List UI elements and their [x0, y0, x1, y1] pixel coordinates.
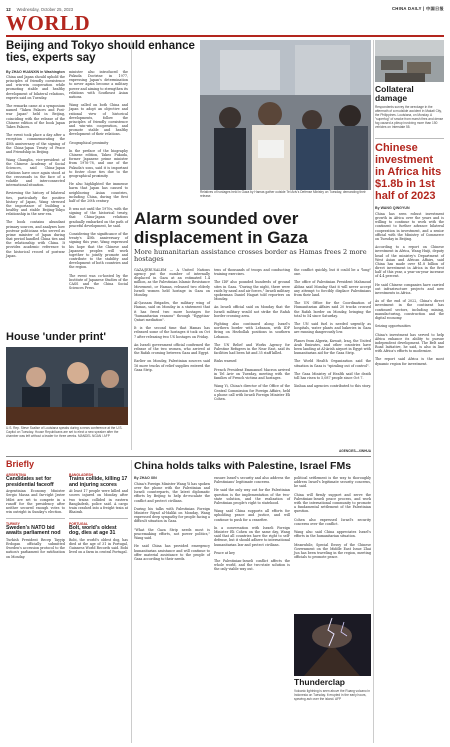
brief-kicker: ARGENTINA	[6, 473, 27, 477]
thunderclap-caption-text: Volcanic lightning is seen above the Ruang volcano in Indonesia on Tuesday. It erupted in the early hours, spewing ash over the island.	[294, 689, 371, 701]
hostage-families-photo	[200, 40, 371, 190]
gaza-credit: AGENCIES—XINHUA	[338, 449, 371, 453]
palestine-byline: By ZHAO XIN	[134, 476, 157, 480]
thunderclap-title: Thunderclap	[294, 677, 346, 687]
collateral-title: Collateral damage	[375, 84, 414, 104]
thunderclap-credit: AFP	[334, 696, 342, 701]
brief-divider	[6, 518, 65, 519]
gaza-body-col3: the conflict quickly, but it could be a "long" one. The office of Palestinian President Mahmoud Abbas said Monday that it will never accept any attempt to forcibly displace Palestinians from their land. The UN Office for the Coordination of Humanitarian Affairs said 20 trucks crossed the Rafah border on Monday, bringing the total to 54 since Saturday. The UN said fuel is needed urgently as hospitals, water plants and bakeries in Gaza are running dangerously low. Planes from Algeria, Kuwait, Iraq, the United Arab Emirates, and other countries have been landing at Al-Arish airport in Egypt with humanitarian aid for the Gaza Strip. The World Health Organization said the situation in Gaza is "spiraling out of control". The Gaza Ministry of Health said the death toll has risen to 5,087 people since Oct 7. Xinhua and agencies contributed to this story.	[294, 268, 372, 389]
volcano-lightning-image	[294, 614, 371, 676]
column-rule	[131, 460, 132, 743]
brief-kicker: PORTUGAL	[69, 521, 89, 526]
palestine-body-col3: political settlement is the way to thoroughly address Israel's legitimate security concerns, he said. China will firmly support and serve the Palestinian-Israeli peace process, and work with the international community to promote a fundamental settlement of the Palestinian question. Cohen also expressed Israel's security concerns over the conflict. Wang also said China appreciates Israel's efforts in the humanitarian situation. Meanwhile, Special Envoy of the Chinese Government on the Middle East Issue Zhai Jun has been traveling in the region, meeting officials to promote peace.	[294, 476, 371, 559]
top-photo-caption: Relatives of hostages held in Gaza by Hamas gather outside Tel Aviv's Defense Ministry on Tuesday, demanding their release.	[200, 190, 366, 198]
thunderclap-photo	[294, 614, 371, 676]
house-caption	[6, 427, 128, 439]
japan-byline: By ZHAO HUANXIN in Washington	[6, 70, 65, 74]
house-caption-text: U.S. Rep. Steve Scalise of Louisiana speaks during a news conference at the U.S. Capitol on Tuesday. House Republicans are set to elect a new speaker after the chamber was left without a leader for three weeks.	[6, 426, 123, 438]
palestine-body-col1: China's Foreign Minister Wang Yi has spoken over the phone with the Palestinian and Israeli counterparts, the latest diplomatic efforts by Beijing to help de-escalate the conflict and protect civilians. During his talks with Palestinian Foreign Minister Riyad al-Maliki on Monday, Wang expressed deep sympathy for people facing a difficult situation in Gaza. "What the Gaza Strip needs most is peacemaking efforts, not power politics," Wang said. He said China has provided emergency humanitarian assistance and will continue to offer material assistance to the people of Gaza according to their needs.	[134, 482, 210, 561]
briefly-title: Briefly	[6, 459, 35, 469]
africa-byline: By WANG QINGYUN	[375, 206, 410, 210]
mid-divider	[6, 456, 371, 457]
column-rule	[373, 40, 374, 743]
page-number: 12	[6, 6, 11, 12]
brief-headline: Sweden's NATO bid awaits parliament nod	[6, 524, 61, 537]
house-photo	[6, 347, 128, 425]
japan-body-col1: China and Japan should uphold the principles of friendly coexistence and win-win cooperation while promoting stable and healthy development of bilateral relations, experts said on Tuesday. The remarks came at a symposium named "Taken Palaces and Post-war Japan" held in Beijing, coinciding with the release of the Chinese edition of the book Japan Takes Palaces. The event took place a day after a reception commemorating the 45th anniversary of the signing of the China-Japan Treaty of Peace and Friendship in Beijing. Wang Changlin, vice-president of the Chinese Academy of Social Sciences, said China-Japan relations have once again stood at the crossroads in the face of a volatile and interconnected international situation. Reviewing the history of bilateral ties, particularly the positive history of Japan, Wang stressed the importance of building a healthy and stable Beijing-Tokyo relationship in the new era. The book contains abundant primary sources, and analyzes how postwar politicians who served as prime minister of Japan during that period handled China ties and the relationship with China. It provides academic reference to the historical record of postwar Japan.	[6, 75, 65, 258]
brief-body: Argentinian Economy Minister Sergio Massa and far-right Javier Milei are set to compete in a runoff for the presidency after neither secured enough votes to win outright in Sunday's election.	[6, 489, 67, 514]
brief-kicker: BANGLADESH	[69, 473, 93, 477]
japan-body-col2: minister also introduced the Fukuda Doctrine in 1977, expressing Japan's determination to never again become a military power and aiming to strengthen its relations with Southeast Asian nations. Wang called on both China and Japan to adopt an objective and rational view of historical developments, follow the principles of friendly coexistence and win-win cooperation, and promote stable and healthy development of their relations. Geographical proximity In the preface of the biography Chinese edition, Takeo Fukuda, former Japanese prime minister from 1976-78, and one of the Fukuda's sons, said it is important to foster close ties due to the geographical proximity. He also highlighted the immense harm that Japan has caused to neighboring Asian countries, including China, during the first half of the 20th century. It was not until the 1970s, with the signing of the historical treaty, that China-Japan relations gradually embarked on the path of peaceful development, he said. Considering the significance of the treaty's 45th anniversary of signing this year, Wang expressed his hope that the Chinese and Japanese peoples will work together to jointly promote and contribute to the stability and development of both countries and the region. The event was co-hosted by the Institute of Japanese Studies of the CASS and the China Social Sciences Press.	[69, 70, 128, 291]
japan-headline: Beijing and Tokyo should enhance ties, experts say	[6, 40, 195, 65]
house-headline: House 'under print'	[6, 331, 106, 343]
gaza-headline: Alarm sounded over displacement in Gaza	[134, 209, 308, 247]
capitol-press-image	[6, 347, 128, 425]
section-title: WORLD	[6, 11, 91, 35]
paper-name	[392, 6, 444, 12]
collateral-divider	[375, 138, 444, 139]
brief-headline: Bolt, world's oldest dog, dies at age 31	[69, 524, 117, 537]
brief-body: Bobi, the world's oldest dog, has died at the age of 31 in Portugal, Guinness World Records said. Bobi lived on a farm in central Portugal.	[69, 537, 130, 555]
house-photo-credit: MANDEL NGAN / AFP	[77, 433, 110, 438]
brief-divider	[69, 518, 128, 519]
africa-headline: Chinese investment in Africa hits $1.8b in 1st half of 2023	[375, 142, 442, 202]
brief-headline: Candidates set for presidential faceoff	[6, 476, 54, 488]
paper-name-text: CHINA DAILY	[391, 6, 422, 11]
protest-scene-image	[200, 40, 371, 190]
column-rule	[131, 40, 132, 450]
section-rule	[6, 35, 444, 37]
palestine-headline: China holds talks with Palestine, Israel FMs	[134, 460, 352, 472]
briefly-col2	[69, 473, 128, 743]
gaza-body-col1: GAZA/JERUSALEM — A United Nations agency put the number of internally displaced in Gaza at an estimated 1.4 million, as the Palestinian Islamic Resistance Movement, or Hamas, released two elderly Israeli women held hostage in Gaza on Monday. Al-Qassam Brigades, the military wing of Hamas, said on Monday in a statement that it has freed two more hostages for "humanitarian reasons" through "Egyptian-Qatari mediation". It is the second time that Hamas has released some of the hostages it took on Oct 7 after releasing two US hostages on Friday. An Israeli government official confirmed the release of the two women, who arrived at the Rafah crossing between Gaza and Egypt. Earlier on Monday, Palestinian sources said 16 more trucks of relief supplies entered the Gaza Strip.	[134, 268, 210, 372]
brief-body: At least 17 people were killed and scores injured on Monday after two trains collided in eastern Bangladesh, police said. A cargo train crashed into a freight train at Bhairab.	[69, 489, 130, 514]
wreckage-image	[375, 40, 444, 82]
issue-date: Wednesday, October 25, 2023	[16, 6, 74, 12]
collateral-photo	[375, 40, 444, 82]
africa-body: China has seen robust investment growth in Africa over the years and is willing to continue to work with the continent to further advance bilateral cooperation in investment, and a senior official with the Ministry of Commerce on Tuesday in Beijing. According to a report on Chinese investment in Africa, Wang Huiji, deputy head of the ministry's Department of West Asian and African Affairs, said China has made over $1.8 billion of direct investment in Africa in the first half of this year, a year-on-year increase of 4.4 percent. He said Chinese companies have carried out infrastructure projects and new investments in Africa. As of the end of 2022, China's direct investment in the continent has continued sectors, including mining, manufacturing, construction and the digital economy. Seizing opportunities China's investment has served to help Africa enhance its ability to pursue independent development. The Belt and Road Initiative, he said, is also in line with Africa's efforts to modernize. The report said Africa is the most dynamic region for investment.	[375, 212, 444, 366]
gaza-body-col2: tens of thousands of troops and conducting training exercises. The IDF also pounded hundreds of ground sites in Gaza. "During the night, there were raids by naval and air forces," Israeli military spokesman Daniel Hagari told reporters on Monday. An Israeli official said on Monday that the Israeli military would not strike the Rafah border crossing area. Fighting also continued along Israel's northern border with Lebanon, with IDF firing on Hezbollah positions in southern Lebanon. The UN Relief and Works Agency for Palestine Refugees in the Near East, said its facilities had been hit and 35 staff killed. Risks warned French President Emmanuel Macron arrived in Tel Aviv on Tuesday, meeting with the families of French victims and hostages. Wang Yi, China's director of the Office of the Central Commission for Foreign Affairs, held a phone call with Israeli Foreign Minister Eli Cohen.	[214, 268, 290, 401]
paper-name-suffix: | 中国日报	[423, 6, 444, 11]
brief-body: Turkish President Recep Tayyip Erdogan officially submitted Sweden's accession protocol to the nation's parliament for ratification on Monday.	[6, 537, 67, 559]
gaza-deck: More humanitarian assistance crosses border as Hamas frees 2 more hostages	[134, 248, 367, 264]
brief-headline: Trains collide, killing 17 and injuring scores	[69, 476, 128, 488]
brief-kicker: TURKEY	[6, 521, 20, 526]
palestine-body-col2: ensure Israel's security and also address the Palestinians' legitimate concerns. He said the only way out for the Palestinian question is the implementation of the two-state solution, and the realization of Palestinian people's right to statehood. Wang said China supports all efforts for upholding peace and justice, and will continue to push for a ceasefire. In a conversation with Israeli Foreign Minister Eli Cohen on the same day, Wang said that all countries have the right to self-defense, but it should adhere to international humanitarian law and protect civilians. Peace at key The Palestinian-Israeli conflict affects the whole world, and the two-state solution is the only viable way out.	[214, 476, 290, 572]
thunderclap-caption	[294, 690, 371, 702]
collateral-caption: Respondents survey the wreckage in the aftermath of a mudslide accident in Makati City, the Philippines. Louisiana, on Monday. A "superfog" of smoke from marsh fires and dense fog caused a pileup involving more than 150 vehicles on Interstate 55.	[375, 105, 444, 129]
briefly-col1	[6, 473, 65, 743]
